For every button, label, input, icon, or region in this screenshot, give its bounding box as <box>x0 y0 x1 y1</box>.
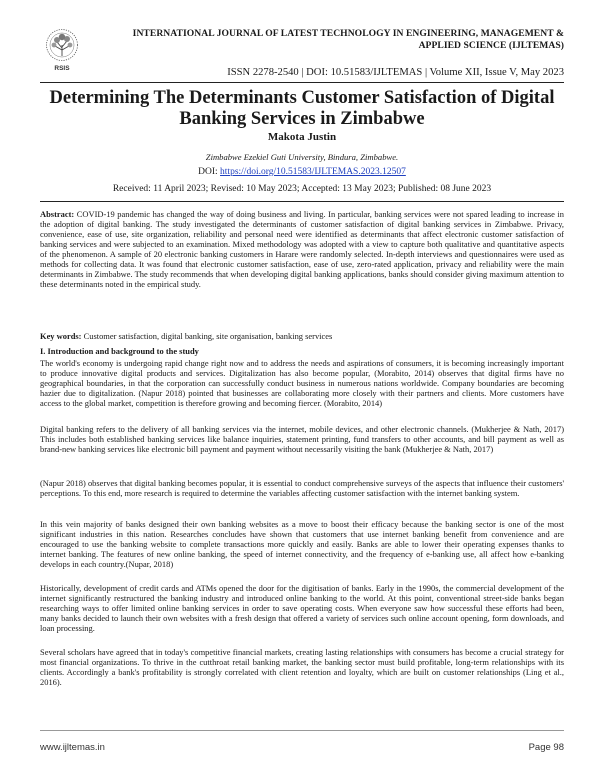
paragraph-1: The world's economy is undergoing rapid change right now and to address the needs and aspirations of consumers, it is becoming increasingly important to produce innovative digital products and services. Digitalization has also become popular, (Morabito, 2014) observes that digital firms have no geographical boundaries, in that the corporation can successfully conduct business in numerous nations worldwide. Company boundaries are becoming hazier due to digitalization. (Napur 2018) pointed that businesses are collaborating more closely with their partners and clients. More customers have access to the global market, competition is therefore growing and becoming fiercer. (Morabito, 2014) <box>40 358 564 409</box>
journal-title <box>118 28 564 52</box>
paragraph-6: Several scholars have agreed that in today's competitive financial markets, creating lasting relationships with consumers has become a crucial strategy for most financial organizations. To thrive in the cutthroat retail banking market, the banking sector must build profitable, long-term relationships with its clients. Accordingly a bank's profitability is strongly correlated with client retention and loyalty, which are built on customer relationships (Ling et al., 2016). <box>40 647 564 688</box>
abstract <box>40 209 564 289</box>
article-title-line-1: Determining The Determinants Customer Satisfaction of Digital <box>49 88 555 108</box>
footer-page-number: Page 98 <box>528 742 564 753</box>
author-name: Makota Justin <box>267 131 337 143</box>
publication-dates: Received: 11 April 2023; Revised: 10 May 2023; Accepted: 13 May 2023; Published: 08 June 2023 <box>112 184 492 194</box>
dates-divider <box>40 201 564 202</box>
section-heading: I. Introduction and background to the study <box>40 346 199 356</box>
keywords-label: Key words: <box>40 331 82 341</box>
paragraph-4: In this vein majority of banks designed their own banking websites as a move to boost their efficacy because the banking sector is one of the most significant industries in this nation. Researches concludes have shown that customers that use internet banking benefit from convenience and are encouraged to use the banking website to complete transactions more quickly and easily. Banks are able to lower their operating expenses thanks to internet banking. The features of new online banking, the speed of internet connectivity, and the frequency of e-banking use, all affect how e-banking develops in each country.(Nupar, 2018) <box>40 519 564 570</box>
doi-label: DOI: <box>198 167 221 177</box>
header-divider <box>40 82 564 83</box>
footer-divider <box>40 730 564 731</box>
footer-website: www.ijltemas.in <box>40 742 105 753</box>
keywords-text: Customer satisfaction, digital banking, site organisation, banking services <box>81 331 333 341</box>
abstract-label: Abstract: <box>40 209 75 219</box>
abstract-text: COVID-19 pandemic has changed the way of doing business and living. In particular, banking services were not spared leading to increase in the adoption of digital banking. The study investigated the determinants of customer satisfaction of digital banking services in Zimbabwe. Privacy, convenience, ease of use, site organization, reliability and personal need were identified as determinants that affect electronic customer satisfaction of banking services and were subjected to an examination. Mixed methodology was adopted with a view to capture both qualitative and quantitative aspects of the phenomenon. A sample of 20 electronic banking customers in Harare were randomly selected. In-depth interviews and questionnaires were used as methods for collecting data. It was found that electronic customer satisfaction, ease of use, zero-rated application, privacy and reliability were the main determinants in Zimbabwe. The study recommends that when developing digital banking applications, banks should consider giving maximum attention to these determinants noted in the empirical study. <box>40 209 564 290</box>
tree-seal-icon <box>40 26 84 74</box>
paragraph-3: (Napur 2018) observes that digital banking becomes popular, it is essential to conduct comprehensive surveys of the aspects that influence their customers' perceptions. To this end, more research is required to determine the variables affecting customer satisfaction with the internet banking system. <box>40 478 564 499</box>
paragraph-5: Historically, development of credit cards and ATMs opened the door for the digitisation of banks. Early in the 1990s, the commercial development of the internet significantly restructured the banking industry and introduced online banking to the world. At this point, conventional street-side banks began researching ways to offer limited online banking services in order to save operating costs. When everyone saw how successful these efforts had been, many banks decided to launch their own websites with a fresh design that offered a variety of services such online account opening, form downloads, and loan processing. <box>40 583 564 634</box>
paragraph-2: Digital banking refers to the delivery of all banking services via the internet, mobile devices, and other electronic channels. (Mukherjee & Nath, 2017) This includes both established banking services like balance inquiries, statement printing, fund transfers to other accounts, and bill payment as well as brand-new banking services like electronic bill payment and payment without necessarily visiting the bank (Mukherjee & Nath, 2017) <box>40 424 564 455</box>
journal-logo <box>40 26 84 74</box>
logo-text: RSIS <box>54 65 70 72</box>
journal-title-line-1: INTERNATIONAL JOURNAL OF LATEST TECHNOLOGY IN ENGINEERING, MANAGEMENT & <box>132 28 564 39</box>
article-title-line-2: Banking Services in Zimbabwe <box>179 109 425 129</box>
keywords <box>40 331 564 341</box>
issn-line: ISSN 2278-2540 | DOI: 10.51583/IJLTEMAS | Volume XII, Issue V, May 2023 <box>227 67 564 78</box>
article-title <box>40 88 564 130</box>
author-affiliation: Zimbabwe Ezekiel Guti University, Bindura, Zimbabwe. <box>205 152 399 162</box>
doi-line <box>40 167 564 177</box>
doi-link[interactable]: https://doi.org/10.51583/IJLTEMAS.2023.12507 <box>220 167 406 177</box>
journal-title-line-2: APPLIED SCIENCE (IJLTEMAS) <box>418 40 564 51</box>
